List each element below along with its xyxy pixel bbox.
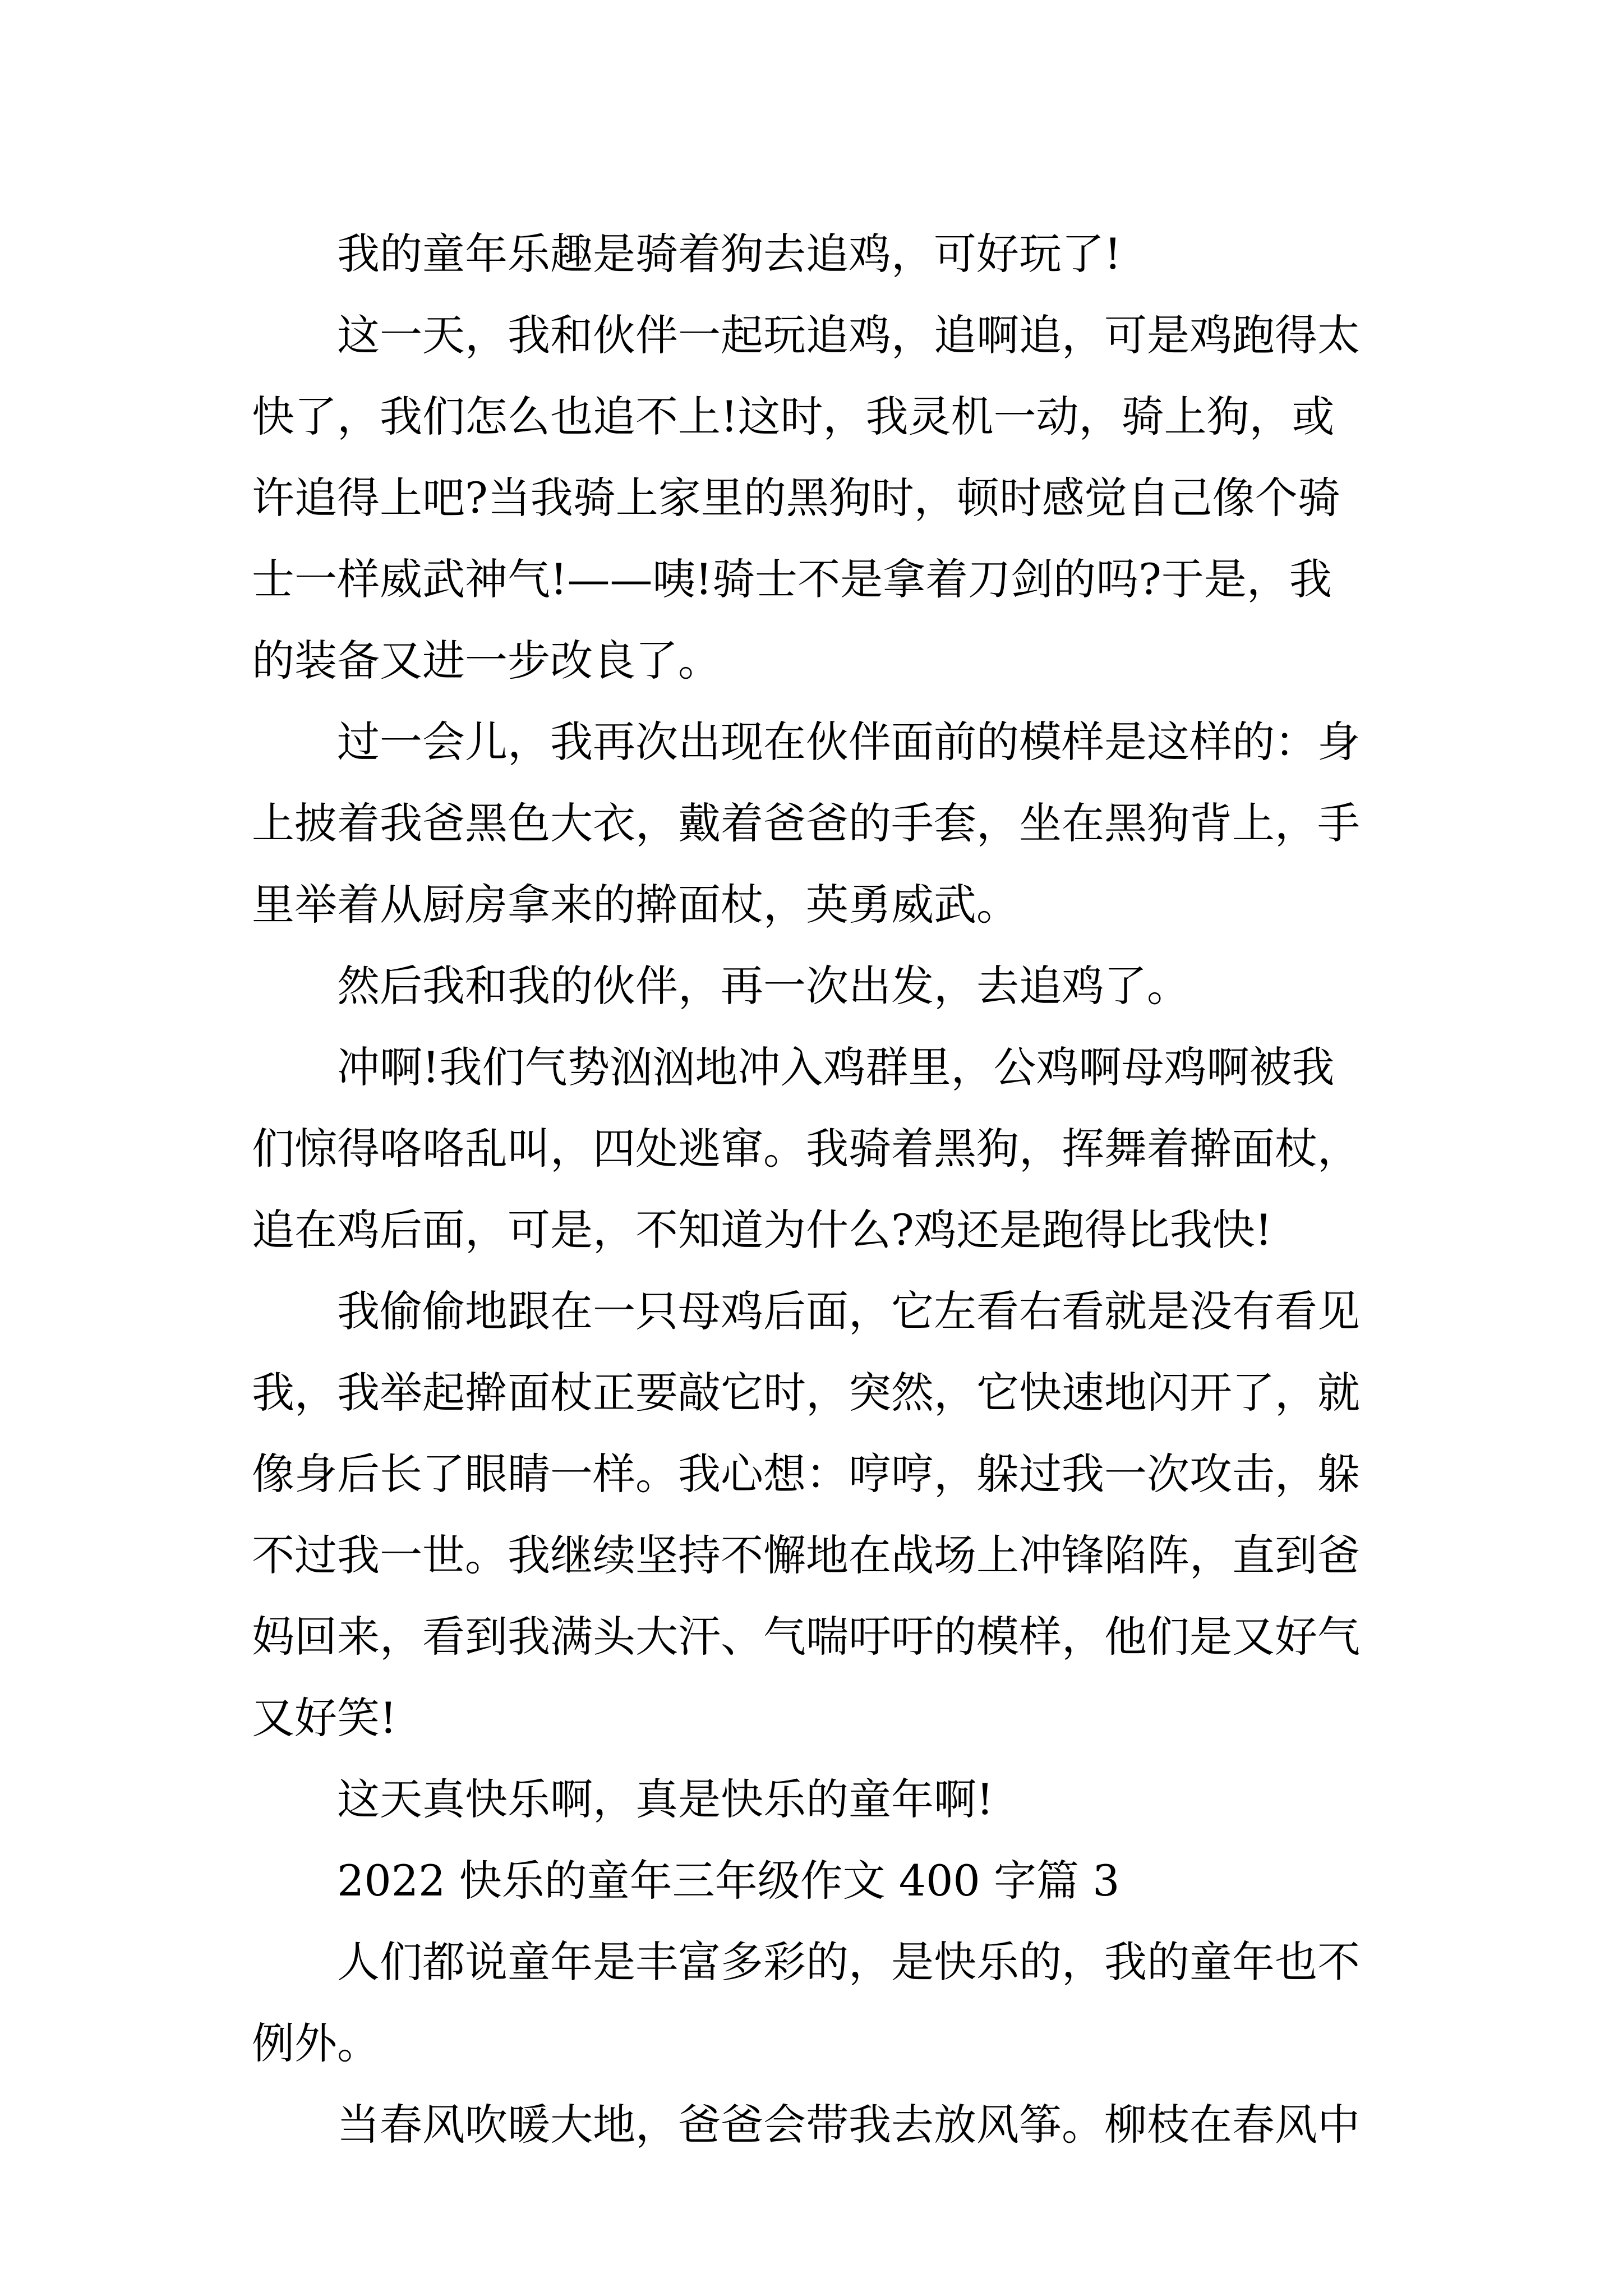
text-line: 上披着我爸黑色大衣，戴着爸爸的手套，坐在黑狗背上，手 — [252, 798, 1360, 848]
text-line: 快了，我们怎么也追不上!这时，我灵机一动，骑上狗，或 — [252, 392, 1335, 441]
section-heading: 2022 快乐的童年三年级作文 400 字篇 3 — [337, 1856, 1120, 1906]
text-line: 妈回来，看到我满头大汗、气喘吁吁的模样，他们是又好气 — [252, 1612, 1360, 1662]
text-line: 追在鸡后面，可是，不知道为什么?鸡还是跑得比我快! — [252, 1205, 1272, 1255]
text-line: 像身后长了眼睛一样。我心想：哼哼，躲过我一次攻击，躲 — [252, 1449, 1360, 1499]
text-line: 们惊得咯咯乱叫，四处逃窜。我骑着黑狗，挥舞着擀面杖， — [252, 1124, 1360, 1174]
text-line: 不过我一世。我继续坚持不懈地在战场上冲锋陷阵，直到爸 — [252, 1530, 1360, 1580]
text-line: 我，我举起擀面杖正要敲它时，突然，它快速地闪开了，就 — [252, 1368, 1360, 1418]
text-line: 又好笑! — [252, 1693, 397, 1743]
text-line: 许追得上吧?当我骑上家里的黑狗时，顿时感觉自己像个骑 — [252, 473, 1340, 523]
text-line: 例外。 — [252, 2018, 380, 2068]
text-line: 里举着从厨房拿来的擀面杖，英勇威武。 — [252, 880, 1019, 930]
essay-body — [252, 213, 1390, 2165]
text-line: 过一会儿，我再次出现在伙伴面前的模样是这样的：身 — [337, 717, 1360, 767]
text-line: 当春风吹暖大地，爸爸会带我去放风筝。柳枝在春风中 — [337, 2100, 1360, 2150]
text-line: 我的童年乐趣是骑着狗去追鸡，可好玩了! — [337, 229, 1122, 279]
text-line: 我偷偷地跟在一只母鸡后面，它左看右看就是没有看见 — [337, 1286, 1360, 1336]
text-line: 这一天，我和伙伴一起玩追鸡，追啊追，可是鸡跑得太 — [337, 310, 1360, 360]
text-line: 这天真快乐啊，真是快乐的童年啊! — [337, 1774, 994, 1824]
text-line: 冲啊!我们气势汹汹地冲入鸡群里，公鸡啊母鸡啊被我 — [337, 1042, 1335, 1092]
text-line: 人们都说童年是丰富多彩的，是快乐的，我的童年也不 — [337, 1937, 1360, 1987]
text-line: 士一样威武神气!——咦!骑士不是拿着刀剑的吗?于是，我 — [252, 554, 1332, 604]
text-line: 然后我和我的伙伴，再一次出发，去追鸡了。 — [337, 961, 1189, 1011]
text-line: 的装备又进一步改良了。 — [252, 636, 721, 685]
